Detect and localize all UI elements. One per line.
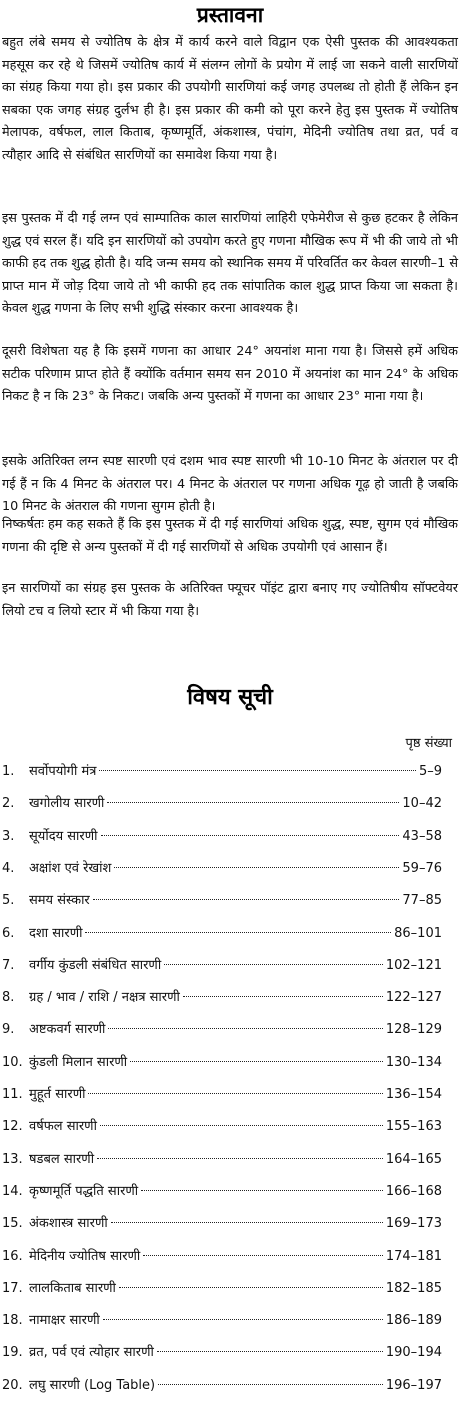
toc-entry: [2, 1083, 442, 1107]
toc-entry-title: षडबल सारणी: [29, 1151, 95, 1167]
toc-entry-title: सर्वोपयोगी मंत्र: [29, 764, 97, 779]
toc-entry-pages: 77–85: [402, 893, 442, 909]
toc-entry-title: कुंडली मिलान सारणी: [29, 1054, 128, 1070]
toc-entry-number: 16.: [2, 1248, 23, 1264]
toc-entry-number: 18.: [2, 1313, 23, 1329]
toc-entry-title: लघु सारणी (Log Table): [29, 1377, 156, 1393]
toc-title: विषय सूची: [187, 685, 273, 710]
toc-entry-title: लालकिताब सारणी: [29, 1280, 116, 1296]
toc-entry-number: 1.: [2, 764, 15, 779]
dot-leader: [119, 1286, 383, 1288]
toc-entry-title: समय संस्कार: [29, 893, 90, 909]
preface-paragraph: निष्कर्षतः हम कह सकते हैं कि इस पुस्तक में दी गई सारणियां अधिक शुद्ध, स्पष्ट, सुगम एवं मौखिक गणना की दृष्टि से अन्य पुस्तकों में दी गई सारणियों से अधिक उपयोगी एवं आसान हैं।: [2, 517, 458, 555]
toc-entry-title: व्रत, पर्व एवं त्योहार सारणी: [29, 1345, 154, 1361]
toc-entry-number: 7.: [2, 957, 15, 973]
dot-leader: [100, 1124, 383, 1126]
toc-entry-number: 5.: [2, 893, 15, 909]
toc-entry: [2, 1180, 442, 1204]
toc-entry-number: 6.: [2, 925, 15, 941]
toc-entry: [2, 1115, 442, 1139]
dot-leader: [97, 1157, 383, 1159]
toc-entry-title: मुहूर्त सारणी: [29, 1087, 86, 1102]
page-number-column-header: पृष्ठ संख्या: [405, 736, 452, 751]
toc-entry: [2, 825, 442, 849]
toc-entry-number: 11.: [2, 1087, 23, 1102]
toc-entry: [2, 1212, 442, 1236]
dot-leader: [88, 1092, 382, 1094]
toc-entry-number: 2.: [2, 796, 15, 812]
toc-entry-number: 9.: [2, 1022, 15, 1038]
toc-entry: [2, 1051, 442, 1075]
dot-leader: [93, 898, 400, 900]
dot-leader: [114, 866, 399, 868]
toc-entry: [2, 1018, 442, 1042]
toc-entry-title: अक्षांश एवं रेखांश: [29, 860, 112, 876]
toc-entry-number: 15.: [2, 1216, 23, 1232]
dot-leader: [111, 1221, 383, 1223]
preface-paragraph: इसके अतिरिक्त लग्न स्पष्ट सारणी एवं दशम भाव स्पष्ट सारणी भी 10-10 मिनट के अंतराल पर दी गई हैं न कि 4 मिनट के अंतराल पर। 4 मिनट के अंतराल पर गणना अधिक गूढ़ हो जाती है जबकि 10 मिनट के अंतराल की गणना सुगम होती है।: [2, 454, 458, 514]
dot-leader: [157, 1350, 383, 1352]
preface-paragraph: इस पुस्तक में दी गई लग्न एवं साम्पातिक काल सारणियां लाहिरी एफेमेरीज से कुछ हटकर है लेकिन शुद्ध एवं सरल हैं। यदि इन सारणियों को उपयोग करते हुए गणना मौखिक रूप में भी की जाये तो भी काफी हद तक शुद्ध होती है। यदि जन्म समय को स्थानिक समय में परिवर्तित कर केवल सारणी–1 से प्राप्त मान में जोड़ दिया जाये तो भी काफी हद तक सांपातिक काल शुद्ध प्राप्त किया जा सकता है। केवल शुद्ध गणना के लिए सभी शुद्धि संस्कार करना आवश्यक है।: [2, 211, 458, 316]
toc-entry-pages: 136–154: [385, 1087, 442, 1102]
toc-entry-number: 19.: [2, 1345, 23, 1361]
toc-entry: [2, 1148, 442, 1172]
toc-entry-pages: 166–168: [385, 1183, 442, 1199]
preface-paragraph: दूसरी विशेषता यह है कि इसमें गणना का आधार 24° अयनांश माना गया है। जिससे हमें अधिक सटीक परिणाम प्राप्त होते हैं क्योंकि वर्तमान समय सन 2010 में अयनांश का मान 24° के अधिक निकट है न कि 23° के निकट। जबकि अन्य पुस्तकों में गणना का आधार 23° माना गया है।: [2, 344, 458, 404]
toc-entry-pages: 128–129: [385, 1022, 442, 1038]
toc-entry-number: 20.: [2, 1377, 23, 1393]
dot-leader: [99, 769, 416, 771]
toc-entry-title: खगोलीय सारणी: [29, 796, 105, 812]
toc-entry-pages: 196–197: [385, 1377, 442, 1393]
toc-entry: [2, 760, 442, 784]
toc-entry: [2, 1277, 442, 1301]
dot-leader: [143, 1254, 383, 1256]
dot-leader: [103, 1318, 383, 1320]
toc-entry: [2, 954, 442, 978]
toc-entry-title: वर्षफल सारणी: [29, 1119, 97, 1135]
toc-entry-title: ग्रह / भाव / राशि / नक्षत्र सारणी: [29, 990, 180, 1006]
dot-leader: [108, 1027, 382, 1029]
toc-entry-title: मेदिनीय ज्योतिष सारणी: [29, 1248, 141, 1264]
toc-entry-pages: 59–76: [402, 860, 442, 876]
toc-entry-number: 13.: [2, 1151, 23, 1167]
preface-paragraph: इन सारणियों का संग्रह इस पुस्तक के अतिरिक्त फ्यूचर पॉइंट द्वारा बनाए गए ज्योतिषीय सॉफ्टवेयर लियो टच व लियो स्टार में भी किया गया है।: [2, 581, 458, 619]
dot-leader: [158, 1383, 383, 1385]
toc-entry: [2, 1341, 442, 1365]
toc-entry-pages: 86–101: [394, 925, 442, 941]
dot-leader: [164, 963, 383, 965]
toc-entry: [2, 986, 442, 1010]
toc-entry-pages: 186–189: [385, 1313, 442, 1329]
toc-entry-title: दशा सारणी: [29, 925, 83, 941]
toc-entry-pages: 130–134: [385, 1054, 442, 1070]
toc-entry-title: अंकशास्त्र सारणी: [29, 1216, 108, 1232]
toc-entry-number: 4.: [2, 860, 15, 876]
preface-paragraph: बहुत लंबे समय से ज्योतिष के क्षेत्र में कार्य करने वाले विद्वान एक ऐसी पुस्तक की आवश्यकता महसूस कर रहे थे जिसमें ज्योतिष कार्य में संलग्न लोगों के प्रयोग में लाई जा सकने वाली सारणियों का संग्रह किया गया हो। इस प्रकार की उपयोगी सारणियां कई जगह उपलब्ध तो होती हैं लेकिन इन सबका एक जगह संग्रह दुर्लभ ही है। इस प्रकार की कमी को पूरा करने हेतु इस पुस्तक में ज्योतिष मेलापक, वर्षफल, लाल किताब, कृष्णमूर्ति, अंकशास्त्र, पंचांग, मेदिनी ज्योतिष तथा व्रत, पर्व व त्यौहार आदि से संबंधित सारणियों का समावेश किया गया है।: [2, 35, 458, 163]
dot-leader: [130, 1060, 383, 1062]
toc-entry: [2, 1309, 442, 1333]
toc-entry-pages: 190–194: [385, 1345, 442, 1361]
toc-entry: [2, 1374, 442, 1398]
toc-entry-pages: 182–185: [385, 1280, 442, 1296]
toc-entry-number: 8.: [2, 990, 15, 1006]
toc-entry-title: नामाक्षर सारणी: [29, 1313, 100, 1329]
toc-entry-number: 3.: [2, 828, 15, 844]
toc-entry-number: 10.: [2, 1054, 23, 1070]
preface-title: प्रस्तावना: [196, 3, 264, 27]
toc-entry-title: अष्टकवर्ग सारणी: [29, 1022, 106, 1038]
toc-entry-pages: 174–181: [385, 1248, 442, 1264]
dot-leader: [101, 834, 400, 836]
toc-entry-pages: 5–9: [418, 764, 442, 779]
toc-entry: [2, 857, 442, 881]
toc-entry-pages: 10–42: [402, 796, 442, 812]
toc-entry-number: 12.: [2, 1119, 23, 1135]
toc-entry: [2, 792, 442, 816]
toc-entry-title: कृष्णमूर्ति पद्धति सारणी: [29, 1183, 139, 1199]
toc-entry: [2, 922, 442, 946]
dot-leader: [183, 995, 383, 997]
dot-leader: [107, 801, 399, 803]
toc-entry-pages: 155–163: [385, 1119, 442, 1135]
dot-leader: [141, 1189, 383, 1191]
toc-entry-pages: 122–127: [385, 990, 442, 1006]
dot-leader: [85, 931, 391, 933]
toc-entry: [2, 1245, 442, 1269]
toc-entry-title: वर्गीय कुंडली संबंधित सारणी: [29, 957, 162, 973]
toc-entry-pages: 43–58: [402, 828, 442, 844]
toc-entry: [2, 889, 442, 913]
toc-entry-title: सूर्योदय सारणी: [29, 828, 98, 844]
toc-entry-pages: 102–121: [385, 957, 442, 973]
toc-entry-number: 14.: [2, 1183, 23, 1199]
toc-entry-pages: 169–173: [385, 1216, 442, 1232]
toc-entry-number: 17.: [2, 1280, 23, 1296]
toc-entry-pages: 164–165: [385, 1151, 442, 1167]
